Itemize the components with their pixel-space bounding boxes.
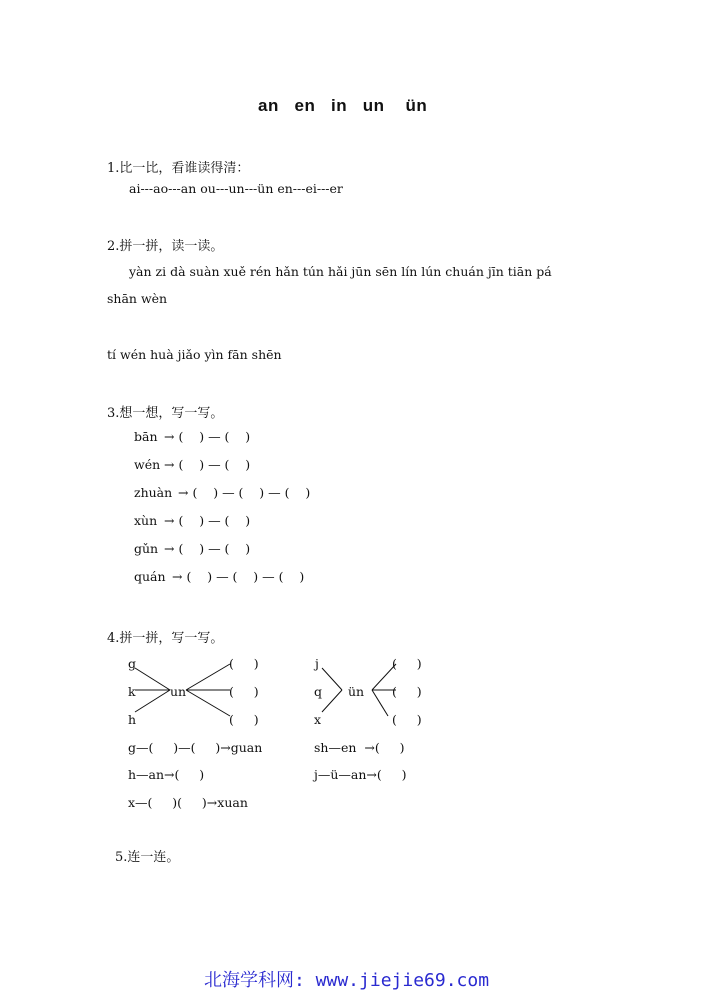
q3-row-syllable: gǔn <box>134 541 159 556</box>
q3-row-blanks: → ( ) — ( ) <box>164 541 251 556</box>
spelling-row: h—an→( ) <box>128 767 205 782</box>
q2-line-2: shān wèn <box>107 291 168 306</box>
q3-row-blanks: → ( ) — ( ) <box>164 457 251 472</box>
connector-line <box>135 690 170 712</box>
q2-line-1: yàn zi dà suàn xuě rén hǎn tún hǎi jūn sēn lín lún chuán jīn tiān pá <box>129 264 552 279</box>
q1-line: ai---ao---an ou---un---ün en---ei---er <box>129 181 343 196</box>
spelling-row: sh—en →( ) <box>314 740 405 755</box>
q3-row-syllable: quán <box>134 569 166 584</box>
final-umlaut-un: ün <box>348 684 365 699</box>
answer-blank: ( ) <box>229 684 259 699</box>
answer-blank: ( ) <box>229 656 259 671</box>
page-title: an en in un ün <box>258 96 428 115</box>
connector-line <box>322 668 342 690</box>
q3-row-syllable: wén <box>134 457 161 472</box>
initial-k: k <box>128 684 136 699</box>
q5-heading: 5.连一连。 <box>115 850 180 865</box>
initial-j: j <box>315 656 319 671</box>
q4-heading: 4.拼一拼，写一写。 <box>107 631 224 646</box>
initial-x: x <box>314 712 322 727</box>
q2-heading: 2.拼一拼，读一读。 <box>107 239 224 254</box>
initial-q: q <box>314 684 323 699</box>
q3-row-syllable: bān <box>134 429 158 444</box>
connector-line <box>135 668 170 690</box>
answer-blank: ( ) <box>392 684 422 699</box>
connector-line <box>372 690 388 716</box>
final-un: un <box>170 684 187 699</box>
initial-h: h <box>128 712 137 727</box>
spelling-row: j—ü—an→( ) <box>314 767 407 782</box>
spelling-row: g—( )—( )→guan <box>128 740 263 755</box>
answer-blank: ( ) <box>392 712 422 727</box>
connector-line <box>186 690 230 716</box>
q3-row-syllable: zhuàn <box>134 485 173 500</box>
footer-watermark: 北海学科网: www.jiejie69.com <box>204 970 490 991</box>
q3-row-blanks: → ( ) — ( ) <box>164 513 251 528</box>
q3-row-blanks: → ( ) — ( ) — ( ) <box>172 569 305 584</box>
connector-line <box>322 690 342 712</box>
initial-g: g <box>128 656 137 671</box>
q1-heading: 1.比一比，看谁读得清： <box>107 161 250 176</box>
spelling-row: x—( )( )→xuan <box>128 795 248 810</box>
answer-blank: ( ) <box>229 712 259 727</box>
q3-row-syllable: xùn <box>134 513 158 528</box>
q3-heading: 3.想一想，写一写。 <box>107 406 224 421</box>
answer-blank: ( ) <box>392 656 422 671</box>
q3-row-blanks: → ( ) — ( ) — ( ) <box>178 485 311 500</box>
q3-row-blanks: → ( ) — ( ) <box>164 429 251 444</box>
connector-line <box>186 664 230 690</box>
q2-line-3: tí wén huà jiǎo yìn fān shēn <box>107 347 282 362</box>
